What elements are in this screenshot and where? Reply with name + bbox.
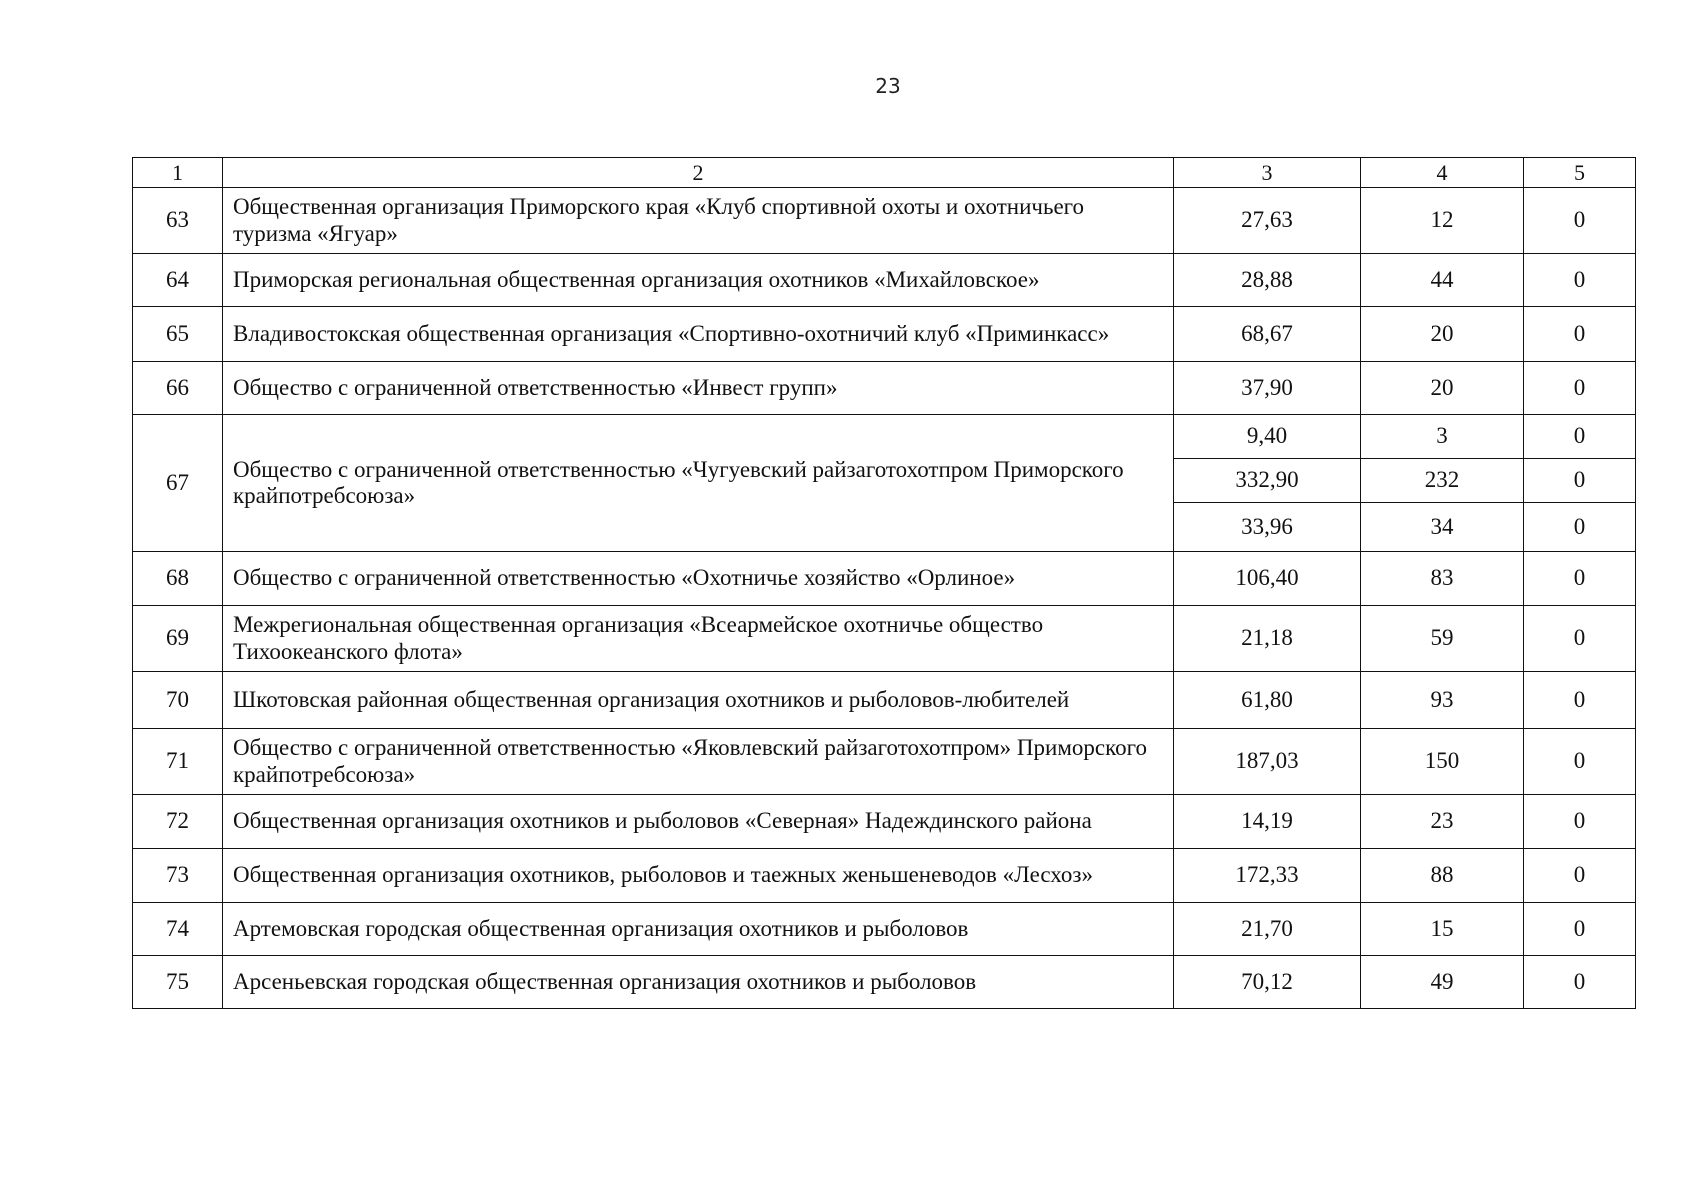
value-cell-c5: 0 — [1524, 849, 1636, 903]
page-number: 23 — [875, 74, 901, 98]
row-number-cell: 67 — [133, 415, 223, 552]
table-row — [133, 415, 1636, 459]
value-cell-c4: 34 — [1361, 503, 1524, 552]
value-cell-c5: 0 — [1524, 415, 1636, 459]
value-cell-c5: 0 — [1524, 672, 1636, 729]
row-number-cell: 69 — [133, 606, 223, 672]
value-cell-c3: 187,03 — [1174, 729, 1361, 795]
value-cell-c4: 59 — [1361, 606, 1524, 672]
table-row — [133, 552, 1636, 606]
value-cell-c3: 28,88 — [1174, 254, 1361, 307]
table-body — [133, 158, 1636, 1009]
value-cell-c4: 20 — [1361, 362, 1524, 415]
organization-name-cell: Общественная организация Приморского края «Клуб спортивной охоты и охотничьего туризма «Ягуар» — [223, 188, 1174, 254]
organization-name-cell: Общество с ограниченной ответственностью «Яковлевский райзаготохотпром» Приморского крайпотребсоюза» — [223, 729, 1174, 795]
value-cell-c4: 3 — [1361, 415, 1524, 459]
table-row — [133, 188, 1636, 254]
value-cell-c5: 0 — [1524, 729, 1636, 795]
row-number-cell: 64 — [133, 254, 223, 307]
organization-name-cell: Общество с ограниченной ответственностью «Чугуевский райзаготохотпром Приморского крайпотребсоюза» — [223, 415, 1174, 552]
organization-name-cell: Арсеньевская городская общественная организация охотников и рыболовов — [223, 956, 1174, 1009]
table-row — [133, 795, 1636, 849]
organization-name-cell: Шкотовская районная общественная организация охотников и рыболовов-любителей — [223, 672, 1174, 729]
value-cell-c5: 0 — [1524, 795, 1636, 849]
organization-name-cell: Общественная организация охотников и рыболовов «Северная» Надеждинского района — [223, 795, 1174, 849]
table-row — [133, 254, 1636, 307]
table-header-row — [133, 158, 1636, 188]
value-cell-c5: 0 — [1524, 552, 1636, 606]
organization-name-cell: Межрегиональная общественная организация «Всеармейское охотничье общество Тихоокеанского флота» — [223, 606, 1174, 672]
row-number-cell: 63 — [133, 188, 223, 254]
value-cell-c3: 172,33 — [1174, 849, 1361, 903]
table-row — [133, 903, 1636, 956]
header-cell: 4 — [1361, 158, 1524, 188]
organization-name-cell: Приморская региональная общественная организация охотников «Михайловское» — [223, 254, 1174, 307]
row-number-cell: 75 — [133, 956, 223, 1009]
value-cell-c4: 88 — [1361, 849, 1524, 903]
value-cell-c4: 49 — [1361, 956, 1524, 1009]
row-number-cell: 71 — [133, 729, 223, 795]
organization-name-cell: Общество с ограниченной ответственностью «Инвест групп» — [223, 362, 1174, 415]
header-cell: 5 — [1524, 158, 1636, 188]
value-cell-c3: 332,90 — [1174, 459, 1361, 503]
value-cell-c4: 83 — [1361, 552, 1524, 606]
value-cell-c3: 61,80 — [1174, 672, 1361, 729]
value-cell-c4: 12 — [1361, 188, 1524, 254]
value-cell-c5: 0 — [1524, 606, 1636, 672]
value-cell-c5: 0 — [1524, 503, 1636, 552]
table-row — [133, 849, 1636, 903]
value-cell-c3: 21,18 — [1174, 606, 1361, 672]
value-cell-c4: 232 — [1361, 459, 1524, 503]
value-cell-c5: 0 — [1524, 956, 1636, 1009]
value-cell-c3: 21,70 — [1174, 903, 1361, 956]
table-row — [133, 606, 1636, 672]
value-cell-c4: 20 — [1361, 307, 1524, 362]
row-number-cell: 72 — [133, 795, 223, 849]
row-number-cell: 66 — [133, 362, 223, 415]
value-cell-c5: 0 — [1524, 459, 1636, 503]
header-cell: 1 — [133, 158, 223, 188]
row-number-cell: 65 — [133, 307, 223, 362]
row-number-cell: 74 — [133, 903, 223, 956]
organization-name-cell: Общественная организация охотников, рыболовов и таежных женьшеневодов «Лесхоз» — [223, 849, 1174, 903]
row-number-cell: 70 — [133, 672, 223, 729]
value-cell-c3: 106,40 — [1174, 552, 1361, 606]
value-cell-c5: 0 — [1524, 362, 1636, 415]
value-cell-c5: 0 — [1524, 903, 1636, 956]
table-row — [133, 729, 1636, 795]
table-row — [133, 307, 1636, 362]
table-row — [133, 956, 1636, 1009]
value-cell-c3: 70,12 — [1174, 956, 1361, 1009]
row-number-cell: 73 — [133, 849, 223, 903]
value-cell-c5: 0 — [1524, 188, 1636, 254]
value-cell-c4: 93 — [1361, 672, 1524, 729]
value-cell-c4: 44 — [1361, 254, 1524, 307]
value-cell-c5: 0 — [1524, 307, 1636, 362]
table-row — [133, 362, 1636, 415]
header-cell: 2 — [223, 158, 1174, 188]
hunting-grounds-table — [132, 157, 1636, 1009]
organization-name-cell: Артемовская городская общественная организация охотников и рыболовов — [223, 903, 1174, 956]
value-cell-c3: 33,96 — [1174, 503, 1361, 552]
row-number-cell: 68 — [133, 552, 223, 606]
value-cell-c3: 68,67 — [1174, 307, 1361, 362]
header-cell: 3 — [1174, 158, 1361, 188]
value-cell-c5: 0 — [1524, 254, 1636, 307]
organization-name-cell: Владивостокская общественная организация «Спортивно-охотничий клуб «Приминкасс» — [223, 307, 1174, 362]
value-cell-c3: 37,90 — [1174, 362, 1361, 415]
value-cell-c4: 23 — [1361, 795, 1524, 849]
value-cell-c4: 150 — [1361, 729, 1524, 795]
value-cell-c3: 14,19 — [1174, 795, 1361, 849]
organization-name-cell: Общество с ограниченной ответственностью «Охотничье хозяйство «Орлиное» — [223, 552, 1174, 606]
value-cell-c3: 9,40 — [1174, 415, 1361, 459]
table-row — [133, 672, 1636, 729]
value-cell-c3: 27,63 — [1174, 188, 1361, 254]
value-cell-c4: 15 — [1361, 903, 1524, 956]
